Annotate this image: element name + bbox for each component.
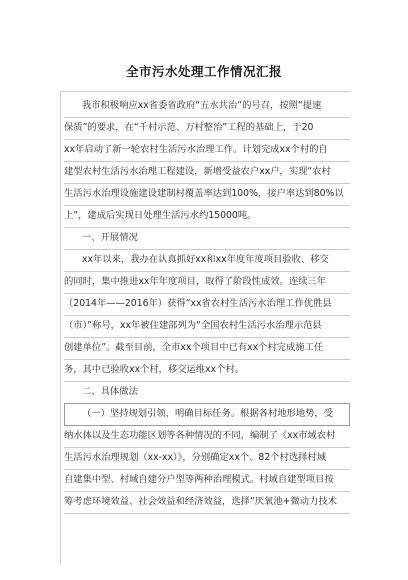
body-line: 创建单位”。截至目前，全市xx个项目中已有xx个村完成施工任 (64, 337, 350, 360)
body-line: 建型农村生活污水治理工程建设，新增受益农户xx户，实现“农村 (64, 161, 350, 184)
body-line: 我市积极响应xx省委省政府“五水共治”的号召，按照“提速 (64, 95, 350, 118)
body-line: 上”，建成后实现日处理生活污水约15000吨。 (64, 205, 350, 228)
body-line: 自建集中型、村域自建分户型等两种治理模式。村域自建型项目按 (64, 469, 350, 492)
body-line: 生活污水治理规划（xx-xx）》，分别确定xx个、82个村选择村域 (64, 447, 350, 470)
body-line: 生活污水治理设施建设建制村覆盖率达到100%，接户率达到80%以 (64, 183, 350, 206)
body-line: （市）”称号，xx年被住建部列为“全国农村生活污水治理示范县 (64, 315, 350, 338)
body-line: 纳水体以及生态功能区划等各种情况的不同，编制了《xx市域农村 (64, 425, 350, 448)
body-line: （一）坚持规划引领，明确目标任务。根据各村地形地势，受 (64, 403, 350, 426)
body-line: 筹考虑环境效益、社会效益和经济效益，选择“厌氧池+微动力技术 (64, 491, 350, 514)
body-line: 务，其中已验收xx个村，移交运维xx个村。 (64, 359, 350, 382)
document-title: 全市污水处理工作情况汇报 (125, 64, 282, 79)
body-line: （2014年——2016年）获得“xx省农村生活污水治理工作优胜县 (64, 293, 350, 316)
section-heading: 一、开展情况 (64, 227, 350, 250)
body-line: 的同时，集中推进xx年年度项目，取得了阶段性成效。连续三年 (64, 271, 350, 294)
body-line: xx年启动了新一轮农村生活污水治理工作。计划完成xx个村的自 (64, 139, 350, 162)
section-heading: 二、具体做法 (64, 381, 350, 404)
body-line: 保质”的要求，在“千村示范、万村整治”工程的基础上，于20 (64, 117, 350, 140)
body-line: xx年以来，我办在认真抓好xx和xx年度年度项目验收、移交 (64, 249, 350, 272)
